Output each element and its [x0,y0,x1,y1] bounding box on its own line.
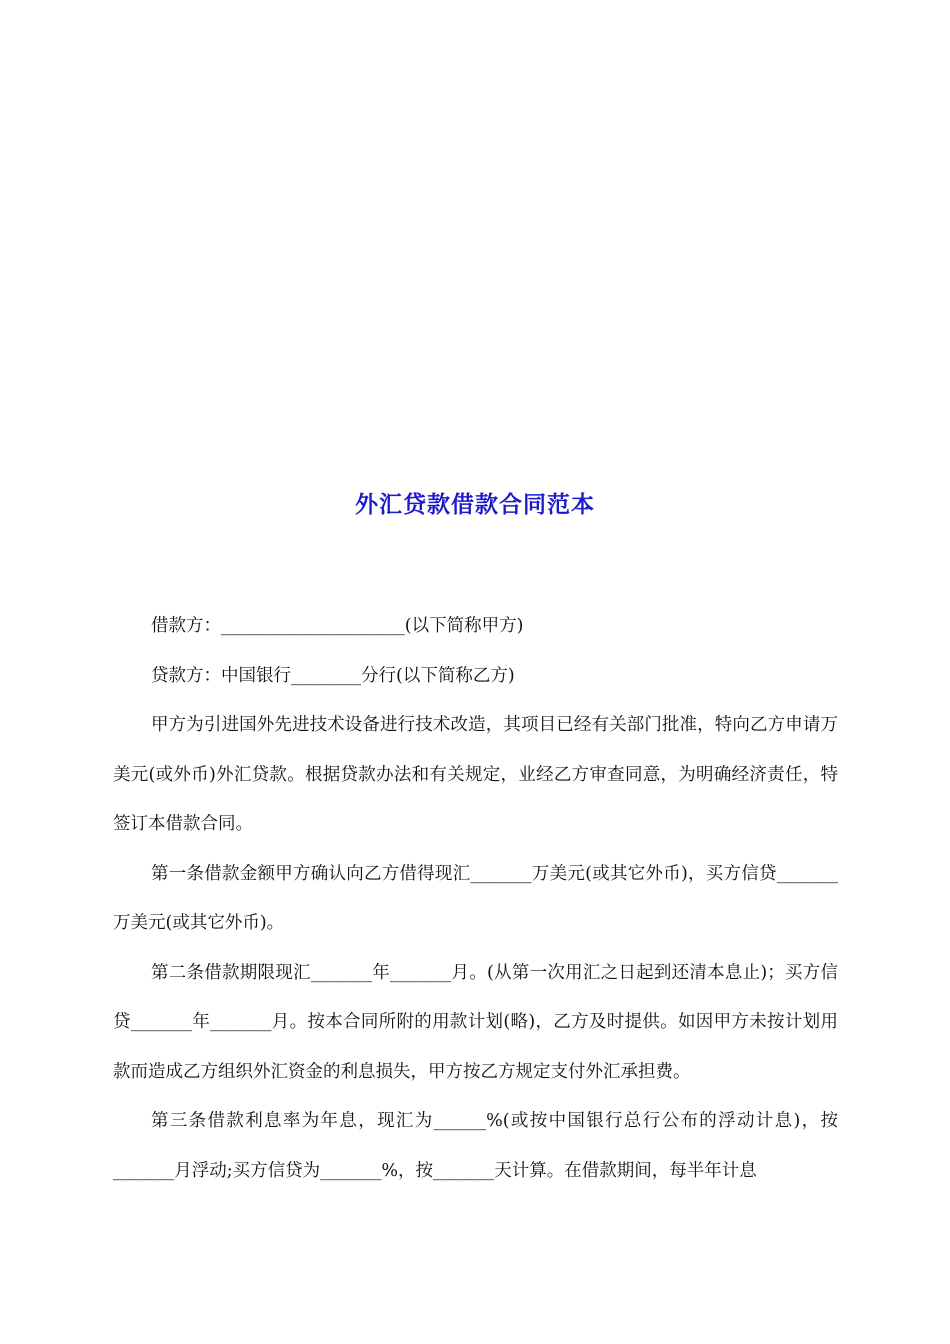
lender-line: 贷款方：中国银行________分行(以下简称乙方) [151,665,515,686]
article-3-paragraph: 第三条借款利息率为年息，现汇为______%(或按中国银行总行公布的浮动计息)，按_______月浮动;买方信贷为_______%，按_______天计算。在借款期间，每半年计息 [113,1111,838,1181]
preamble-paragraph: 甲方为引进国外先进技术设备进行技术改造，其项目已经有关部门批准，特向乙方申请万美元(或外币)外汇贷款。根据贷款办法和有关规定，业经乙方审查同意，为明确经济责任，特签订本借款合同。 [113,715,838,834]
document-body [113,602,838,1196]
article-1-paragraph: 第一条借款金额甲方确认向乙方借得现汇_______万美元(或其它外币)，买方信贷_______万美元(或其它外币)。 [113,863,838,933]
borrower-line: 借款方：_____________________(以下简称甲方) [151,616,524,636]
article-2-paragraph: 第二条借款期限现汇_______年_______月。(从第一次用汇之日起到还清本息止)；买方信贷_______年_______月。按本合同所附的用款计划(略)，乙方及时提供。如因甲方未按计划用款而造成乙方组织外汇资金的利息损失，甲方按乙方规定支付外汇承担费。 [113,962,838,1082]
document-title: 外汇贷款借款合同范本 [355,491,595,518]
